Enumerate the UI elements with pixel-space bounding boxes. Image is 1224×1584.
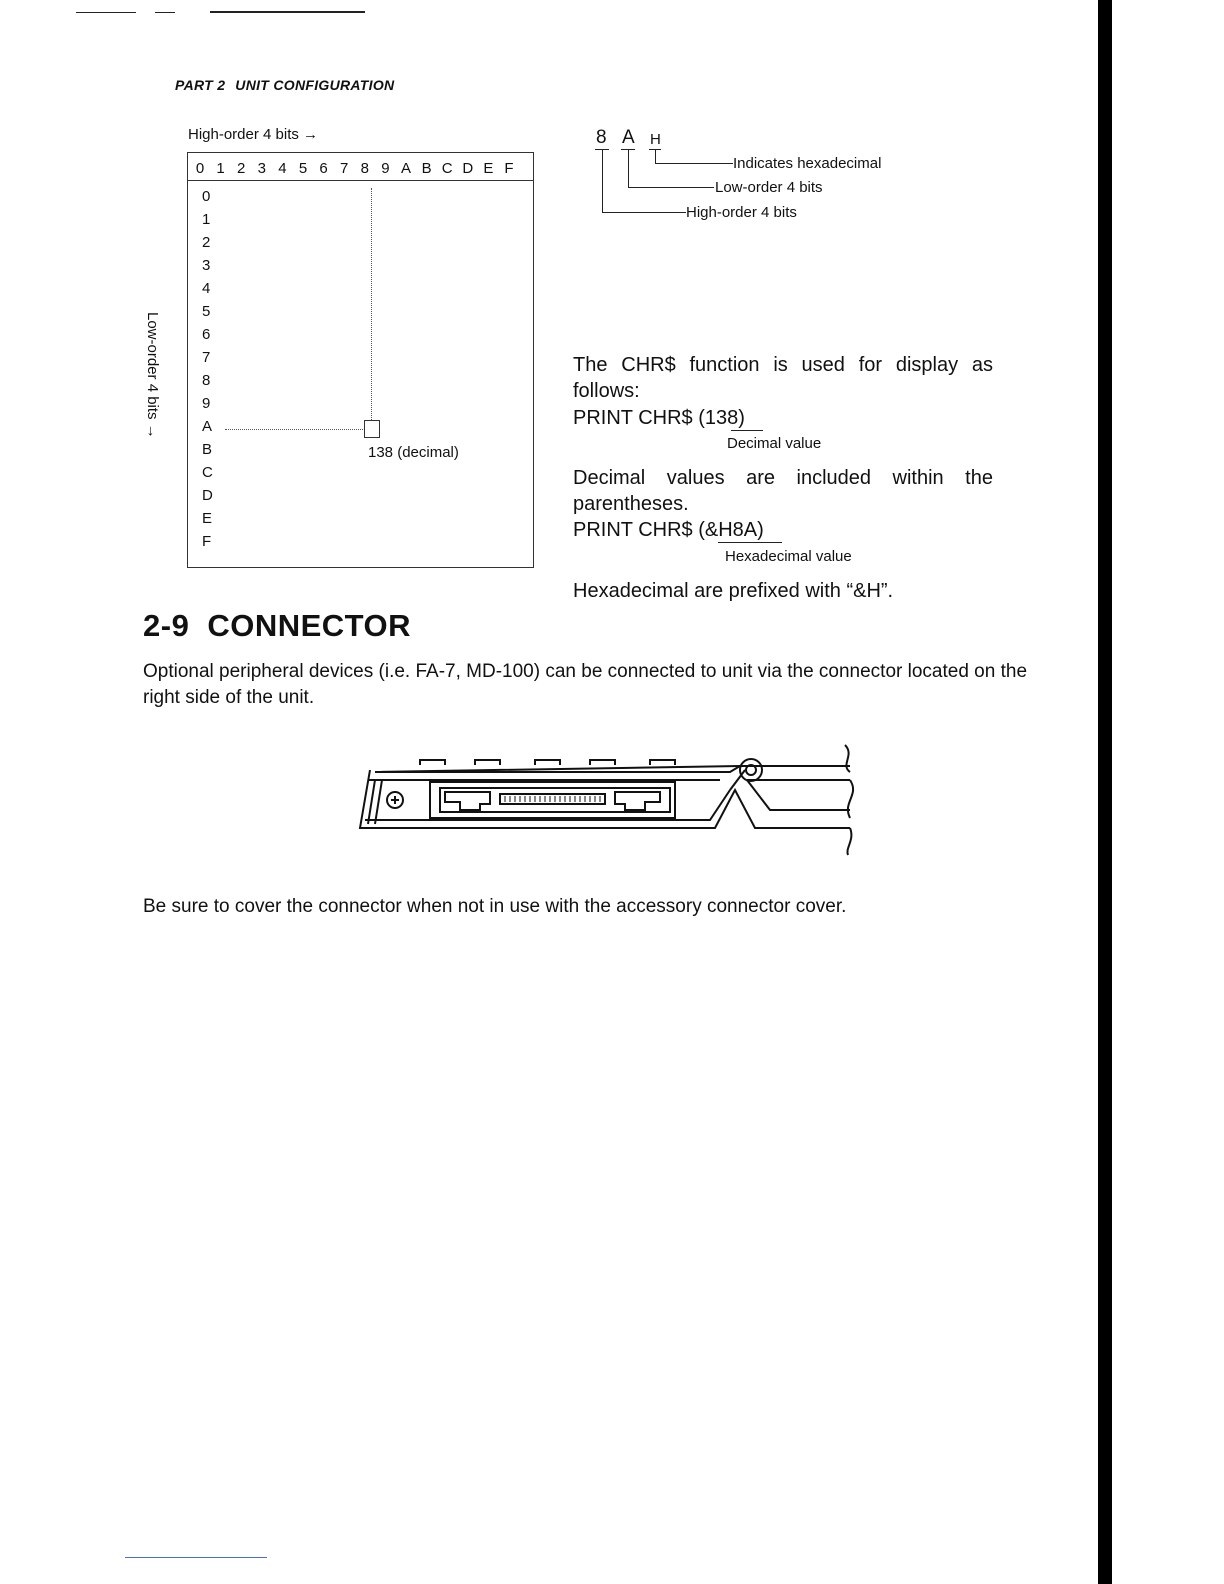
section-title: CONNECTOR — [207, 608, 412, 643]
high-order-label: High-order 4 bits → — [188, 126, 319, 143]
column-header: E — [483, 160, 494, 177]
connector-illustration — [350, 740, 870, 860]
hex-digit-low: A — [622, 127, 635, 148]
column-header: 5 — [298, 160, 308, 177]
row-header: 1 — [202, 211, 211, 228]
decimal-underline — [731, 430, 763, 431]
leader-low-vertical — [628, 149, 629, 187]
hex-diagram — [590, 125, 930, 235]
row-header: E — [202, 510, 213, 527]
column-header: F — [504, 160, 514, 177]
row-header: 0 — [202, 188, 211, 205]
column-header: 2 — [237, 160, 246, 177]
top-rule-2 — [155, 12, 175, 13]
row-header: 6 — [202, 326, 211, 343]
leader-low-horizontal — [628, 187, 714, 188]
print-decimal: PRINT CHR$ (138) — [573, 407, 745, 429]
cell-label: 138 (decimal) — [368, 444, 459, 461]
print-hex: PRINT CHR$ (&H8A) — [573, 519, 764, 541]
row-header: C — [202, 464, 213, 481]
column-header: B — [421, 160, 432, 177]
label-indicates-hex: Indicates hexadecimal — [733, 155, 882, 172]
cell-marker — [364, 420, 380, 438]
row-header: A — [202, 418, 213, 435]
row-header: 9 — [202, 395, 211, 412]
row-header: 5 — [202, 303, 211, 320]
leader-h-horizontal — [655, 163, 733, 164]
header-title: UNIT CONFIGURATION — [235, 77, 395, 93]
cover-note: Be sure to cover the connector when not in use with the accessory connector cover. — [143, 896, 847, 917]
hex-suffix: H — [650, 131, 661, 148]
leader-h-vertical — [655, 149, 656, 163]
section-paragraph: Optional peripheral devices (i.e. FA-7, MD-100) can be connected to unit via the connector located on the right side of the unit. — [143, 661, 1028, 708]
table-header-rule — [187, 180, 533, 181]
top-rule-1 — [76, 12, 136, 13]
hex-note: Hexadecimal value — [725, 548, 852, 565]
top-rule-3 — [210, 11, 365, 13]
column-header: 4 — [278, 160, 287, 177]
row-header: 2 — [202, 234, 211, 251]
section-heading — [143, 608, 411, 644]
column-header: A — [400, 160, 411, 177]
column-header: 9 — [381, 160, 390, 177]
hex-digit-high: 8 — [596, 127, 607, 148]
decimal-description: Decimal values are included within the parentheses. — [573, 467, 993, 515]
row-guide — [225, 429, 365, 430]
row-header: 4 — [202, 280, 211, 297]
row-header: B — [202, 441, 213, 458]
low-order-label: Low-order 4 bits → — [144, 312, 161, 439]
code-table-figure — [140, 120, 560, 590]
column-header: 8 — [360, 160, 369, 177]
hex-description: Hexadecimal are prefixed with “&H”. — [573, 580, 894, 602]
bottom-rule — [125, 1557, 267, 1558]
section-number: 2-9 — [143, 608, 190, 643]
table-frame — [187, 152, 534, 568]
row-header: 8 — [202, 372, 211, 389]
row-header: 7 — [202, 349, 211, 366]
leader-high-horizontal — [602, 212, 686, 213]
column-guide — [371, 188, 372, 420]
label-low-order: Low-order 4 bits — [715, 179, 823, 196]
table-bottom-rule — [187, 567, 533, 568]
row-header: 3 — [202, 257, 211, 274]
column-header: C — [441, 160, 453, 177]
leader-high-vertical — [602, 149, 603, 212]
hex-underline — [718, 542, 782, 543]
column-header: 0 — [195, 160, 205, 177]
binding-edge — [1098, 0, 1112, 1584]
header-part: PART 2 — [175, 77, 226, 93]
column-header: D — [462, 160, 474, 177]
column-header: 3 — [257, 160, 266, 177]
page-header — [175, 77, 394, 93]
column-header: 7 — [340, 160, 349, 177]
column-header: 1 — [216, 160, 225, 177]
chr-intro: The CHR$ function is used for display as follows: — [573, 354, 993, 402]
row-header: D — [202, 487, 213, 504]
row-header: F — [202, 533, 212, 550]
column-header: 6 — [319, 160, 328, 177]
label-high-order: High-order 4 bits — [686, 204, 797, 221]
decimal-note: Decimal value — [727, 435, 822, 452]
